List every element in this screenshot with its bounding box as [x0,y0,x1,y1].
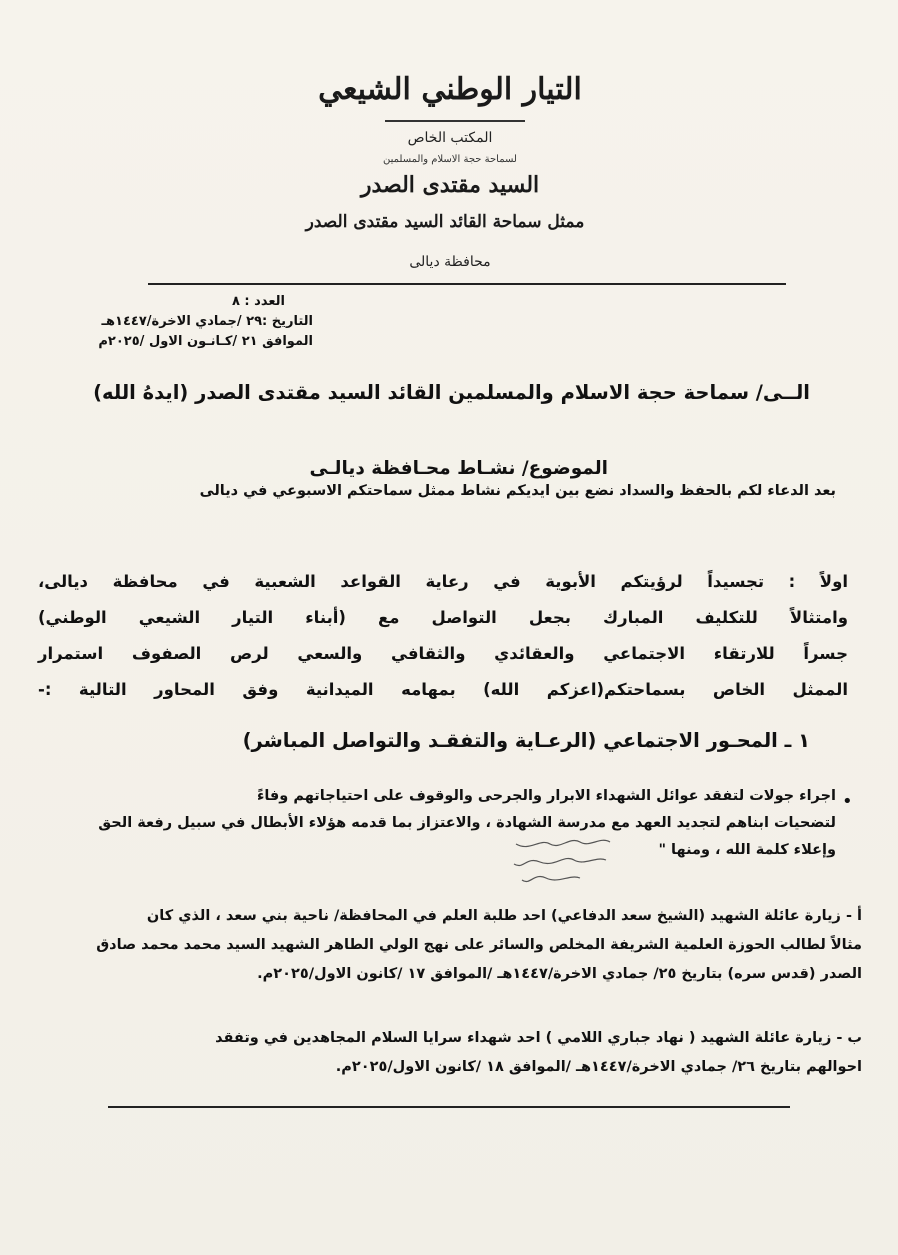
reference-block [98,292,313,352]
axis-one-heading: ١ ـ المحـور الاجتماعي (الرعـاية والتفقـد والتواصل المباشر) [242,729,810,752]
item-a-line-3: الصدر (قدس سره) بتاريخ ٢٥/ جمادي الاخرة/١٤٤٧هـ /الموافق ١٧ /كانون الاول/٢٠٢٥م. [257,966,862,982]
letterhead-representative: ممثل سماحة القائد السيد مقتدى الصدر [305,212,585,232]
bullet-dot: • [842,791,853,812]
section-one-line-3: جسراً للارتقاء الاجتماعي والعقائدي والثقافي والسعي لرص الصفوف استمرار [38,644,848,663]
letterhead-leader: السيد مقتدى الصدر [360,172,540,198]
bullet-line-2: لتضحيات ابناهم لتجديد العهد مع مدرسة الشهادة ، والاعتزاز بما قدمه هؤلاء الأبطال في سبيل رفعة الحق [98,815,836,831]
letterhead-office-sub: لسماحة حجة الاسلام والمسلمين [383,154,517,165]
section-one-line-2: وامتثالاً للتكليف المبارك بجعل التواصل مع (أبناء التيار الشيعي الوطني) [38,608,848,627]
section-one-line-1: اولاً : تجسيداً لرؤيتكم الأبوية في رعاية القواعد الشعبية في محافظة ديالى، [38,572,848,591]
subject: الموضوع/ نشـاط محـافظة ديالـى [309,458,608,479]
addressee: الــى/ سماحة حجة الاسلام والمسلمين القائد السيد مقتدى الصدر (ايدهُ الله) [93,381,810,404]
item-b-line-1: ب - زيارة عائلة الشهيد ( نهاد جباري اللامي ) احد شهداء سرايا السلام المجاهدين في وتفقد [215,1030,862,1046]
section-one-line-4: الممثل الخاص بسماحتكم(اعزكم الله) بمهامه الميدانية وفق المحاور التالية :- [38,680,848,699]
header-rule [148,283,786,285]
footer-rule [108,1106,790,1108]
item-a-line-2: مثالاً لطالب الحوزة العلمية الشريفة المخلص والسائر على نهج الولي الطاهر الشهيد السيد محمد محمد صادق [96,937,862,953]
letterhead-divider [385,120,525,122]
reference-date-gregorian: الموافق ٢١ /كـانـون الاول /٢٠٢٥م [98,334,313,349]
letterhead-governorate: محافظة ديالى [409,254,491,270]
intro-line: بعد الدعاء لكم بالحفظ والسداد نضع بين ايديكم نشاط ممثل سماحتكم الاسبوعي في ديالى [199,483,836,499]
letterhead-office: المكتب الخاص [407,130,493,146]
reference-date-hijri: التاريخ :٢٩ /جمادي الاخرة/١٤٤٧هـ [101,314,313,329]
reference-number: العدد : ٨ [231,294,285,309]
item-b-line-2: احوالهم بتاريخ ٢٦/ جمادي الاخرة/١٤٤٧هـ /الموافق ١٨ /كانون الاول/٢٠٢٥م. [335,1059,862,1075]
letterhead-movement: التيار الوطني الشيعي [318,72,582,107]
item-a-line-1: أ - زيارة عائلة الشهيد (الشيخ سعد الدفاعي) احد طلبة العلم في المحافظة/ ناحية بني سعد ، الذي كان [146,908,862,924]
bullet-line-3: وإعلاء كلمة الله ، ومنها " [658,842,836,858]
handwritten-note [510,830,620,895]
bullet-line-1: اجراء جولات لتفقد عوائل الشهداء الابرار والجرحى والوقوف على احتياجاتهم وفاءً [256,788,836,804]
